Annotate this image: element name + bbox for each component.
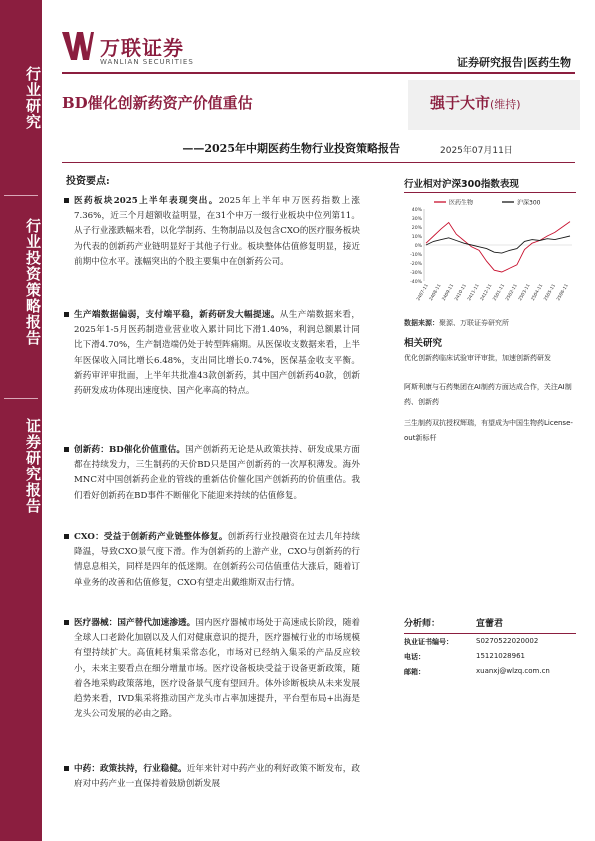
x-tick-label: 2410-11	[454, 283, 468, 302]
x-tick-label: 2409-11	[441, 283, 456, 302]
paragraph-lead: 生产端数据偏弱，支付端平稳，新药研发大幅提速。	[74, 310, 280, 320]
related-heading: 相关研究	[404, 338, 443, 349]
legend-label: 医药生物	[449, 199, 474, 207]
summary-paragraph	[74, 443, 360, 504]
paragraph-lead: CXO：受益于创新药产业链整体修复。	[74, 532, 228, 542]
logo-text-cn: 万联证券	[100, 36, 184, 60]
paragraph-lead: 医疗器械：国产替代加速渗透。	[74, 618, 196, 628]
analyst-email-label: 邮箱：	[404, 668, 425, 676]
related-item[interactable]: 优化创新药临床试验审评审批，加速创新药研发	[404, 354, 551, 362]
x-tick-label: 2408-11	[428, 283, 443, 302]
x-tick-label: 2505-11	[543, 283, 558, 302]
summary-paragraph	[74, 616, 360, 722]
sidebar-divider	[4, 195, 38, 196]
paragraph-text: 国产创新药无论是从政策扶持、研发成果方面都在持续发力，三生制药的天价BD只是国产创新药的一次厚积薄发。海外MNC对中国创新药企业的管线的重新估价催化国产创新药的价值重估。我们看好创新药在BD事件不断催化下能迎来持续的估值修复。	[74, 445, 360, 501]
y-tick-label: -20%	[410, 261, 422, 267]
related-item[interactable]: 三生制药双抗授权辉瑞，有望成为中国生物药License-out新标杆	[404, 419, 573, 442]
chart-title: 行业相对沪深300指数表现	[404, 179, 519, 190]
x-tick-label: 2412-11	[479, 283, 494, 302]
y-tick-label: -30%	[410, 270, 422, 276]
series-line	[426, 236, 570, 253]
rating-value: 强于大市	[430, 94, 491, 112]
report-title: BD催化创新药资产价值重估	[62, 94, 253, 112]
analyst-phone: 15121028961	[476, 652, 525, 660]
y-tick-label: -40%	[410, 279, 422, 285]
y-tick-label: 10%	[411, 234, 422, 240]
paragraph-text: 创新药行业投融资在过去几年持续降温，导致CXO景气度下滑。作为创新药的上游产业，CXO与创新药的行情息息相关，同样是四年的低迷期。在创新药公司估值重估大涨后，随着订单业务的改善和估值修复，CXO有望走出戴维斯双击行情。	[74, 532, 360, 588]
analyst-name-label: 分析师：	[404, 619, 441, 629]
paragraph-lead: 中药：政策扶持，行业稳健。	[74, 764, 187, 774]
analyst-cert-label: 执业证书编号：	[404, 638, 453, 646]
title-divider	[62, 162, 575, 163]
sidebar-divider	[4, 398, 38, 399]
rating-note: (维持)	[490, 98, 521, 111]
logo-text-en: WANLIAN SECURITIES	[100, 58, 194, 66]
paragraph-text: 近年来针对中药产业的利好政策不断发布，政府对中药产业一直保持着鼓励创新发展	[74, 764, 360, 790]
company-logo	[62, 28, 242, 70]
report-date: 2025年07月11日	[440, 146, 513, 156]
summary-paragraph	[74, 308, 360, 399]
paragraph-text: 国内医疗器械市场处于高速成长阶段，随着全球人口老龄化加剧以及人们对健康意识的提升，医疗器械行业的市场规模有望持续扩大。高值耗材集采常态化，市场对已经纳入集采的产品反应较小，未来主要看点在细分增量市场。医疗设备板块受益于设备更新政策，随着各地采购政策落地，医疗设备景气度有望回升。体外诊断板块从未来发展趋势来看，IVD集采将推动国产龙头市占率加速提升，平台型布局+出海是龙头公司发展的必由之路。	[74, 618, 360, 720]
relative-performance-chart	[404, 195, 576, 313]
series-line	[426, 222, 570, 272]
x-tick-label: 2502-11	[505, 283, 519, 302]
chart-source-label: 数据来源：	[404, 319, 439, 327]
summary-heading: 投资要点:	[66, 176, 110, 187]
chart-source-text: 聚源、万联证券研究所	[439, 319, 509, 327]
legend-label: 沪深300	[517, 199, 541, 207]
y-tick-label: 40%	[411, 207, 422, 213]
x-tick-label: 2501-11	[492, 283, 507, 302]
analyst-divider	[404, 633, 576, 634]
paragraph-lead: 医药板块2025上半年表现突出。	[74, 196, 219, 206]
report-subtitle: ——2025年中期医药生物行业投资策略报告	[182, 142, 400, 155]
y-tick-label: 0%	[414, 243, 422, 249]
summary-paragraph	[74, 530, 360, 591]
x-tick-label: 2411-11	[467, 283, 481, 302]
x-tick-label: 2407-11	[416, 283, 430, 302]
paragraph-lead: 创新药：BD催化价值重估。	[74, 445, 186, 455]
y-tick-label: -10%	[410, 252, 422, 258]
paragraph-text: 从生产端数据来看，2025年1-5月医药制造业营业收入累计同比下滑1.40%，利润总额累计同比下滑4.70%，生产制造端仍处于转型阵痛期。从医保收支数据来看，上半年医保收入同比增长6.48%，支出同比增长0.74%，医保基金收支平衡。新药审评审批面，上半年共批准43款创新药，其中国产创新药40款，创新药研发成功体现出速度快、国产化率高的特点。	[74, 310, 360, 397]
x-tick-label: 2506-11	[556, 283, 570, 302]
sidebar-label-strategy-report: 行业投资策略报告	[24, 218, 42, 346]
sidebar-label-securities-report: 证券研究报告	[24, 418, 42, 514]
analyst-name: 宣蕾君	[476, 619, 504, 629]
report-category: 证券研究报告|医药生物	[456, 56, 571, 69]
x-tick-label: 2503-11	[518, 283, 532, 302]
x-tick-label: 2504-11	[530, 283, 545, 302]
y-tick-label: 30%	[411, 216, 422, 222]
sidebar-label-industry-research: 行业研究	[24, 66, 42, 130]
related-item[interactable]: 阿斯利康与石药集团在AI制药方面达成合作，关注AI制药、创新药	[404, 383, 572, 406]
logo-w-icon	[62, 30, 94, 62]
chart-source	[404, 318, 509, 328]
chart-divider	[404, 192, 576, 193]
y-tick-label: 20%	[411, 225, 422, 231]
summary-paragraph	[74, 194, 360, 270]
analyst-email[interactable]: xuanxj@wlzq.com.cn	[476, 667, 550, 675]
rating	[430, 92, 521, 113]
analyst-phone-label: 电话：	[404, 653, 425, 661]
paragraph-text: 2025年上半年申万医药指数上涨7.36%，近三个月超额收益明显，在31个申万一级行业板块中位列第11。从子行业涨跌幅来看，以化学制药、生物制品以及包含CXO的医疗服务板块为代表的创新药产业链明显好于其他子行业。板块整体估值修复明显，接近前期中位水平。涨幅突出的个股主要集中在创新药公司。	[74, 196, 360, 267]
summary-paragraph	[74, 762, 360, 792]
analyst-cert: S0270522020002	[476, 637, 539, 645]
header-divider	[62, 72, 575, 74]
